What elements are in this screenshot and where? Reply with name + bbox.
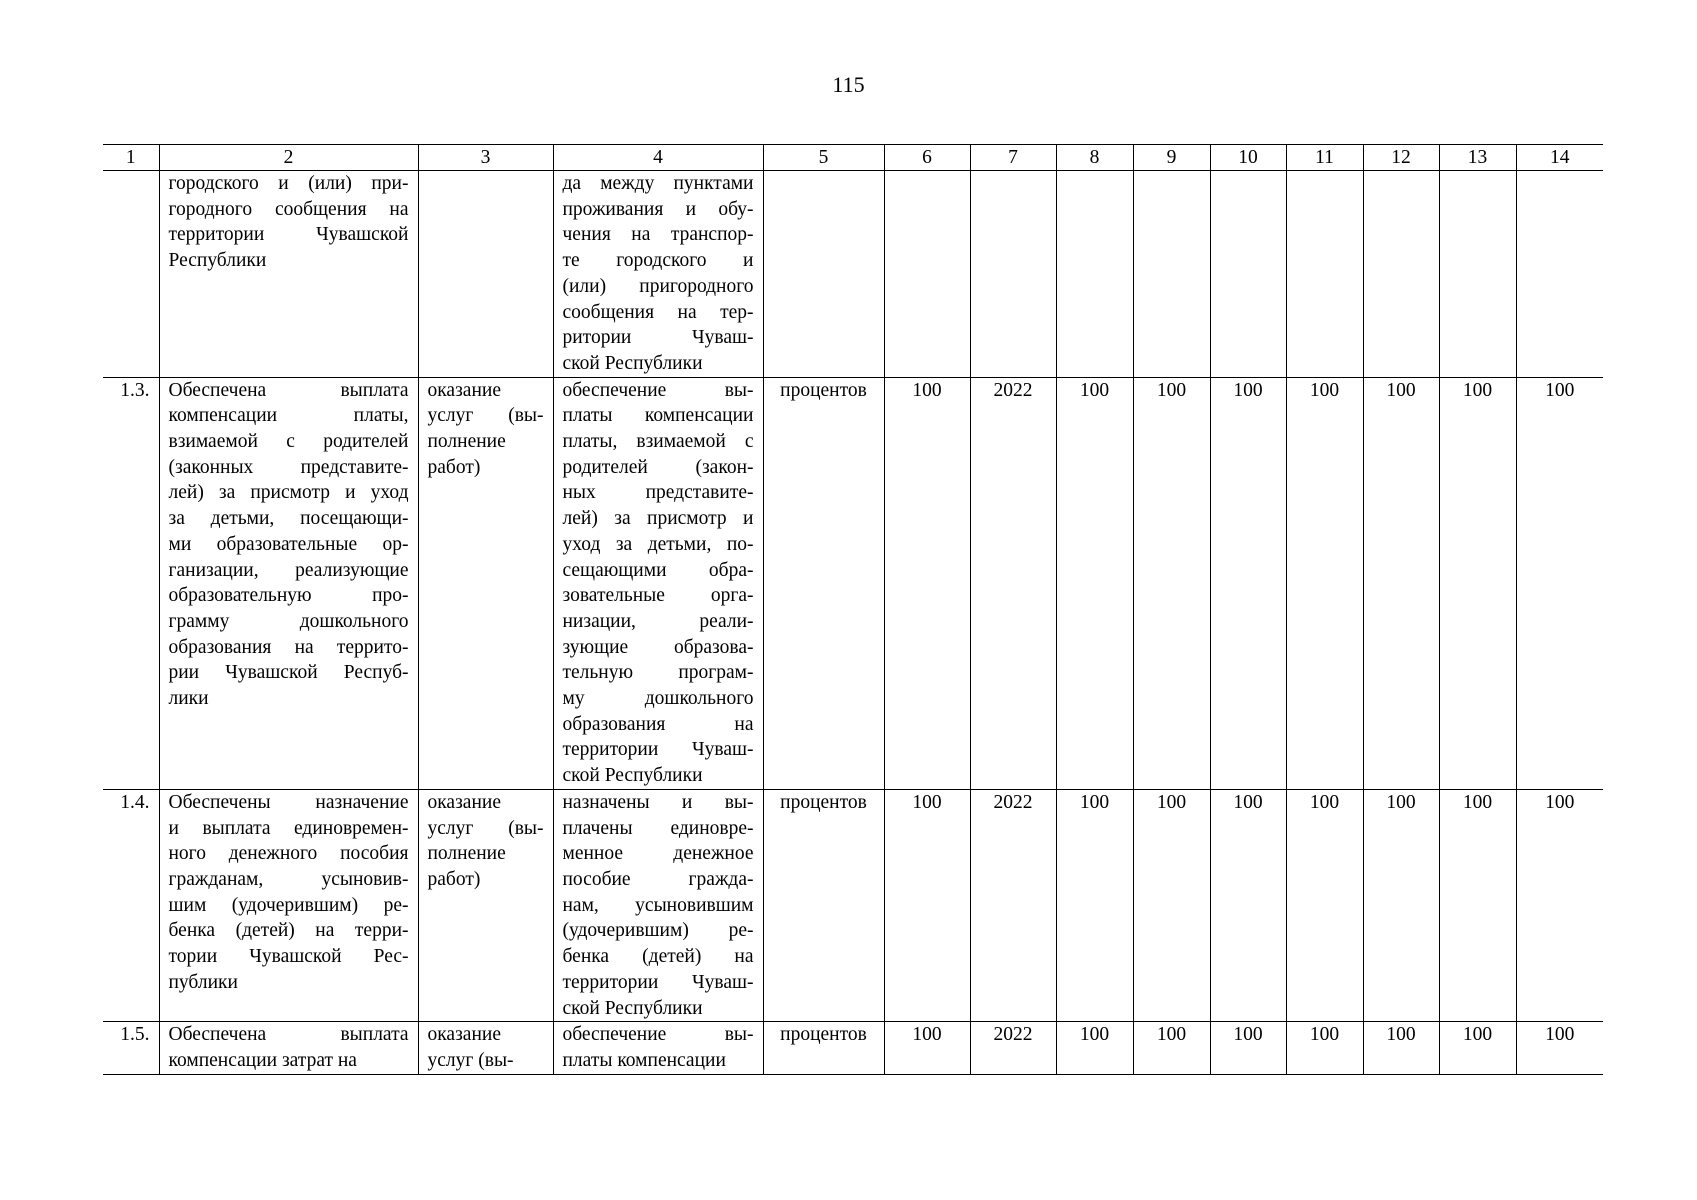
cell-text-line: ного денежного пособия bbox=[168, 843, 409, 865]
cell-text-line: Обеспечена выплата bbox=[168, 1024, 409, 1046]
type-cell bbox=[418, 789, 553, 1021]
header-cell: 4 bbox=[553, 145, 763, 171]
cell-text-line: ритории Чуваш- bbox=[562, 327, 754, 349]
value-cell bbox=[1286, 171, 1363, 378]
value-cell bbox=[1363, 171, 1439, 378]
cell-text-line: лей) за присмотр и уход bbox=[168, 482, 409, 504]
cell-text-line: взимаемой с родителей bbox=[168, 431, 409, 453]
table-row bbox=[103, 171, 1603, 378]
value-cell: 100 bbox=[1133, 377, 1210, 789]
cell-text-line: работ) bbox=[427, 868, 481, 890]
cell-text-line: территории Чувашской bbox=[168, 224, 409, 246]
cell-text-line: лей) за присмотр и bbox=[562, 508, 754, 530]
result-description-cell bbox=[159, 789, 418, 1021]
value-cell bbox=[1133, 171, 1210, 378]
unit-cell: процентов bbox=[763, 1022, 884, 1074]
value-cell bbox=[1439, 171, 1516, 378]
cell-text-line: оказание bbox=[427, 791, 501, 813]
unit-cell bbox=[763, 171, 884, 378]
base-year-cell: 2022 bbox=[970, 377, 1056, 789]
cell-text-line: оказание bbox=[427, 1024, 501, 1046]
base-value-cell: 100 bbox=[884, 1022, 970, 1074]
value-cell: 100 bbox=[1210, 1022, 1286, 1074]
value-cell: 100 bbox=[1516, 789, 1603, 1021]
cell-text-line: да между пунктами bbox=[562, 173, 754, 194]
characteristic-cell bbox=[553, 171, 763, 378]
cell-text-line: ганизации, реализующие bbox=[168, 559, 409, 581]
type-cell bbox=[418, 377, 553, 789]
cell-text-line: нам, усыновившим bbox=[562, 894, 754, 916]
cell-text-line: те городского и bbox=[562, 250, 754, 272]
base-year-cell: 2022 bbox=[970, 789, 1056, 1021]
cell-text-line: территории Чуваш- bbox=[562, 739, 754, 761]
cell-text-line: (удочерившим) ре- bbox=[562, 920, 754, 942]
cell-text-line: платы компенсации bbox=[562, 405, 754, 427]
cell-text-line: тельную програм- bbox=[562, 662, 754, 684]
cell-text-line: зовательные орга- bbox=[562, 585, 754, 607]
cell-text-line: платы, взимаемой с bbox=[562, 431, 754, 453]
item-number-cell: 1.5. bbox=[103, 1022, 159, 1074]
cell-text-line: платы компенсации bbox=[562, 1049, 726, 1071]
cell-text-line: бенка (детей) на терри- bbox=[168, 920, 409, 942]
value-cell: 100 bbox=[1133, 1022, 1210, 1074]
base-year-cell bbox=[970, 171, 1056, 378]
value-cell: 100 bbox=[1363, 1022, 1439, 1074]
value-cell: 100 bbox=[1210, 789, 1286, 1021]
value-cell bbox=[1516, 171, 1603, 378]
value-cell: 100 bbox=[1286, 1022, 1363, 1074]
page-number: 115 bbox=[832, 72, 865, 97]
cell-text-line: образования на террито- bbox=[168, 636, 409, 658]
cell-text-line: шим (удочерившим) ре- bbox=[168, 894, 409, 916]
cell-text-line: рии Чувашской Респуб- bbox=[168, 662, 409, 684]
item-number-cell bbox=[103, 171, 159, 378]
header-cell: 2 bbox=[159, 145, 418, 171]
cell-text-line: компенсации платы, bbox=[168, 405, 409, 427]
value-cell: 100 bbox=[1286, 789, 1363, 1021]
value-cell: 100 bbox=[1056, 1022, 1133, 1074]
cell-text-line: и выплата единовремен- bbox=[168, 817, 409, 839]
cell-text-line: назначены и вы- bbox=[562, 791, 754, 813]
result-description-cell bbox=[159, 377, 418, 789]
value-cell: 100 bbox=[1286, 377, 1363, 789]
unit-cell: процентов bbox=[763, 789, 884, 1021]
cell-text-line: территории Чуваш- bbox=[562, 971, 754, 993]
cell-text-line: городского и (или) при- bbox=[168, 173, 409, 194]
cell-text-line: оказание bbox=[427, 379, 501, 401]
header-cell: 7 bbox=[970, 145, 1056, 171]
value-cell: 100 bbox=[1056, 377, 1133, 789]
cell-text-line: услуг (вы- bbox=[427, 405, 544, 427]
cell-text-line: обеспечение вы- bbox=[562, 379, 754, 401]
cell-text-line: грамму дошкольного bbox=[168, 610, 409, 632]
result-description-cell bbox=[159, 1022, 418, 1074]
value-cell bbox=[1210, 171, 1286, 378]
value-cell: 100 bbox=[1439, 1022, 1516, 1074]
indicators-table bbox=[103, 144, 1603, 1075]
cell-text-line: тории Чувашской Рес- bbox=[168, 946, 409, 968]
base-value-cell: 100 bbox=[884, 377, 970, 789]
header-cell: 9 bbox=[1133, 145, 1210, 171]
cell-text-line: низации, реали- bbox=[562, 610, 754, 632]
header-cell: 11 bbox=[1286, 145, 1363, 171]
characteristic-cell bbox=[553, 1022, 763, 1074]
type-cell bbox=[418, 1022, 553, 1074]
cell-text-line: обеспечение вы- bbox=[562, 1024, 754, 1046]
header-cell: 3 bbox=[418, 145, 553, 171]
cell-text-line: полнение bbox=[427, 431, 506, 453]
cell-text-line: публики bbox=[168, 971, 238, 993]
cell-text-line: лики bbox=[168, 688, 209, 710]
result-description-cell bbox=[159, 171, 418, 378]
header-cell: 5 bbox=[763, 145, 884, 171]
cell-text-line: услуг (вы- bbox=[427, 1049, 514, 1071]
cell-text-line: гражданам, усыновив- bbox=[168, 868, 409, 890]
header-cell: 6 bbox=[884, 145, 970, 171]
value-cell: 100 bbox=[1133, 789, 1210, 1021]
header-cell: 14 bbox=[1516, 145, 1603, 171]
cell-text-line: Обеспечены назначение bbox=[168, 791, 409, 813]
value-cell: 100 bbox=[1439, 789, 1516, 1021]
cell-text-line: сообщения на тер- bbox=[562, 301, 754, 323]
cell-text-line: образовательную про- bbox=[168, 585, 409, 607]
value-cell bbox=[1056, 171, 1133, 378]
value-cell: 100 bbox=[1363, 377, 1439, 789]
table-row bbox=[103, 1022, 1603, 1074]
header-cell: 12 bbox=[1363, 145, 1439, 171]
cell-text-line: менное денежное bbox=[562, 843, 754, 865]
unit-cell: процентов bbox=[763, 377, 884, 789]
cell-text-line: Обеспечена выплата bbox=[168, 379, 409, 401]
cell-text-line: бенка (детей) на bbox=[562, 946, 754, 968]
value-cell: 100 bbox=[1056, 789, 1133, 1021]
table-row bbox=[103, 377, 1603, 789]
characteristic-cell bbox=[553, 789, 763, 1021]
cell-text-line: (законных представите- bbox=[168, 456, 409, 478]
cell-text-line: образования на bbox=[562, 713, 754, 735]
cell-text-line: работ) bbox=[427, 456, 481, 478]
cell-text-line: компенсации затрат на bbox=[168, 1049, 357, 1071]
cell-text-line: за детьми, посещающи- bbox=[168, 508, 409, 530]
cell-text-line: чения на транспор- bbox=[562, 224, 754, 246]
cell-text-line: пособие гражда- bbox=[562, 868, 754, 890]
cell-text-line: ми образовательные ор- bbox=[168, 533, 409, 555]
base-value-cell: 100 bbox=[884, 789, 970, 1021]
value-cell: 100 bbox=[1516, 377, 1603, 789]
header-cell: 1 bbox=[103, 145, 159, 171]
table-row bbox=[103, 789, 1603, 1021]
type-cell bbox=[418, 171, 553, 378]
cell-text-line: ных представите- bbox=[562, 482, 754, 504]
cell-text-line: родителей (закон- bbox=[562, 456, 754, 478]
item-number-cell: 1.3. bbox=[103, 377, 159, 789]
base-value-cell bbox=[884, 171, 970, 378]
cell-text-line: проживания и обу- bbox=[562, 198, 754, 220]
value-cell: 100 bbox=[1516, 1022, 1603, 1074]
cell-text-line: Республики bbox=[168, 250, 267, 272]
cell-text-line: плачены единовре- bbox=[562, 817, 754, 839]
cell-text-line: городного сообщения на bbox=[168, 198, 409, 220]
cell-text-line: зующие образова- bbox=[562, 636, 754, 658]
item-number-cell: 1.4. bbox=[103, 789, 159, 1021]
cell-text-line: полнение bbox=[427, 843, 506, 865]
value-cell: 100 bbox=[1439, 377, 1516, 789]
cell-text-line: сещающими обра- bbox=[562, 559, 754, 581]
value-cell: 100 bbox=[1363, 789, 1439, 1021]
cell-text-line: услуг (вы- bbox=[427, 817, 544, 839]
cell-text-line: уход за детьми, по- bbox=[562, 533, 754, 555]
characteristic-cell bbox=[553, 377, 763, 789]
cell-text-line: ской Республики bbox=[562, 997, 703, 1019]
cell-text-line: му дошкольного bbox=[562, 688, 754, 710]
header-cell: 8 bbox=[1056, 145, 1133, 171]
header-cell: 13 bbox=[1439, 145, 1516, 171]
value-cell: 100 bbox=[1210, 377, 1286, 789]
column-number-row bbox=[103, 145, 1603, 171]
cell-text-line: ской Республики bbox=[562, 765, 703, 787]
base-year-cell: 2022 bbox=[970, 1022, 1056, 1074]
header-cell: 10 bbox=[1210, 145, 1286, 171]
cell-text-line: (или) пригородного bbox=[562, 275, 754, 297]
cell-text-line: ской Республики bbox=[562, 352, 703, 374]
